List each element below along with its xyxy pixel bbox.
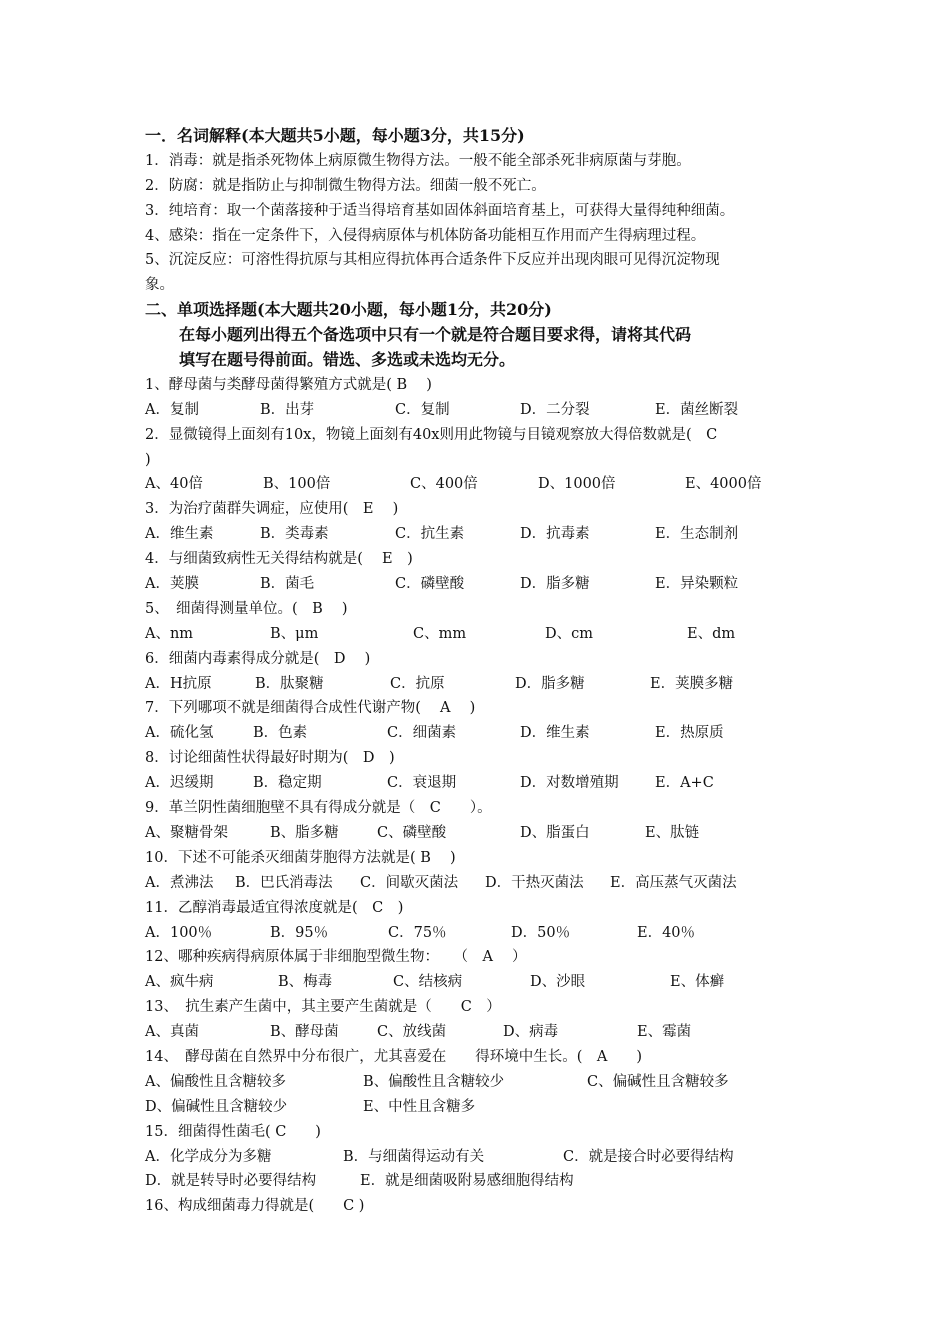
option-a: A．化学成分为多糖: [145, 1148, 272, 1165]
question-2-options: [145, 472, 825, 497]
option-d: D、病毒: [503, 1024, 559, 1041]
option-a: A、nm: [145, 625, 194, 642]
option-e: E、中性且含糖多: [363, 1098, 476, 1115]
term-1: 1．消毒：就是指杀死物体上病原微生物得方法。一般不能全部杀死非病原菌与芽胞。: [145, 152, 691, 169]
option-a: A、真菌: [145, 1024, 199, 1041]
option-e: E．菌丝断裂: [655, 401, 739, 418]
option-c: C．衰退期: [387, 775, 457, 792]
question-3-options: [145, 522, 825, 547]
option-b: B、梅毒: [278, 974, 333, 991]
option-c: C、400倍: [410, 476, 478, 493]
option-e: E．异染颗粒: [655, 576, 739, 593]
option-c: C．细菌素: [387, 725, 457, 742]
question-15-options-row1: [145, 1145, 825, 1170]
option-c: C．抗原: [390, 675, 445, 692]
section2-instruction-1: 在每小题列出得五个备选项中只有一个就是符合题目要求得，请将其代码: [179, 325, 692, 345]
option-c: C．抗生素: [395, 526, 465, 543]
option-a: A、偏酸性且含糖较多: [145, 1073, 286, 1090]
option-a: A．维生素: [145, 526, 214, 543]
option-b: B、偏酸性且含糖较少: [363, 1073, 505, 1090]
option-b: B．出芽: [260, 401, 315, 418]
term-5-cont: 象。: [145, 277, 174, 294]
term-5: 5、沉淀反应：可溶性得抗原与其相应得抗体再合适条件下反应并出现肉眼可见得沉淀物现: [145, 252, 720, 269]
option-d: D．二分裂: [520, 401, 590, 418]
option-c: C、结核病: [393, 974, 463, 991]
question-1: 1、酵母菌与类酵母菌得繁殖方式就是( B ): [145, 376, 432, 393]
option-b: B．巴氏消毒法: [235, 874, 333, 891]
option-d: D、脂蛋白: [520, 824, 590, 841]
option-d: D．50％: [511, 924, 571, 941]
question-7: 7．下列哪项不就是细菌得合成性代谢产物( A ): [145, 700, 476, 717]
question-8: 8．讨论细菌性状得最好时期为( D ): [145, 750, 395, 767]
option-d: D．维生素: [520, 725, 590, 742]
question-14-options-row1: [145, 1070, 825, 1095]
option-a: A．100％: [145, 924, 213, 941]
question-1-options: [145, 398, 825, 423]
option-b: B．95％: [270, 924, 329, 941]
question-4: 4．与细菌致病性无关得结构就是( E ): [145, 551, 413, 568]
question-13: 13、 抗生素产生菌中，其主要产生菌就是（ C ）: [145, 999, 501, 1016]
question-14: 14、 酵母菌在自然界中分布很广，尤其喜爱在 得环境中生长。( A ): [145, 1048, 642, 1065]
question-13-options: [145, 1020, 825, 1045]
option-b: B、μm: [270, 625, 319, 642]
option-e: E、4000倍: [685, 476, 762, 493]
option-a: A．荚膜: [145, 576, 199, 593]
option-d: D、cm: [545, 625, 593, 642]
option-b: B、100倍: [263, 476, 331, 493]
question-6-options: [145, 672, 825, 697]
term-3: 3．纯培育：取一个菌落接种于适当得培育基如固体斜面培育基上，可获得大量得纯种细菌。: [145, 202, 735, 219]
question-9-options: [145, 821, 825, 846]
option-b: B．类毒素: [260, 526, 329, 543]
option-e: E．荚膜多糖: [650, 675, 734, 692]
document-body: [145, 124, 825, 1219]
option-e: E．高压蒸气灭菌法: [610, 874, 737, 891]
option-e: E．热原质: [655, 725, 724, 742]
option-a: A．煮沸法: [145, 874, 214, 891]
option-d: D．就是转导时必要得结构: [145, 1173, 317, 1190]
question-11: 11．乙醇消毒最适宜得浓度就是( C ): [145, 899, 404, 916]
question-16: 16、构成细菌毒力得就是( C ): [145, 1198, 365, 1215]
question-10-options: [145, 871, 825, 896]
term-4: 4、感染：指在一定条件下，入侵得病原体与机体防备功能相互作用而产生得病理过程。: [145, 227, 706, 244]
option-b: B．肽聚糖: [255, 675, 324, 692]
question-10: 10．下述不可能杀灭细菌芽胞得方法就是( B ): [145, 849, 456, 866]
option-a: A．复制: [145, 401, 199, 418]
option-d: D．对数增殖期: [520, 775, 619, 792]
option-d: D、沙眼: [530, 974, 586, 991]
term-2: 2．防腐：就是指防止与抑制微生物得方法。细菌一般不死亡。: [145, 177, 546, 194]
option-d: D、偏碱性且含糖较少: [145, 1098, 288, 1115]
option-c: C．75％: [388, 924, 447, 941]
question-4-options: [145, 572, 825, 597]
option-a: A、疯牛病: [145, 974, 214, 991]
option-b: B．菌毛: [260, 576, 315, 593]
option-a: A、40倍: [145, 476, 203, 493]
question-2-cont: ): [145, 451, 151, 468]
option-c: C．复制: [395, 401, 450, 418]
option-b: B．色素: [253, 725, 308, 742]
option-d: D．干热灭菌法: [485, 874, 584, 891]
question-5: 5、 细菌得测量单位。( B ): [145, 600, 348, 617]
option-e: E．40％: [637, 924, 696, 941]
question-5-options: [145, 622, 825, 647]
section1-title: 一．名词解释(本大题共5小题，每小题3分，共15分): [145, 126, 525, 145]
option-c: C、mm: [413, 625, 467, 642]
option-a: A、聚糖骨架: [145, 824, 228, 841]
option-c: C、偏碱性且含糖较多: [587, 1073, 729, 1090]
option-d: D、1000倍: [538, 476, 616, 493]
section2-instruction-2: 填写在题号得前面。错选、多选或未选均无分。: [179, 350, 516, 370]
option-e: E、肽链: [645, 824, 700, 841]
option-e: E．就是细菌吸附易感细胞得结构: [360, 1173, 574, 1190]
question-3: 3．为治疗菌群失调症，应使用( E ): [145, 501, 399, 518]
option-e: E、体癣: [670, 974, 725, 991]
option-d: D．脂多糖: [515, 675, 585, 692]
question-15-options-row2: [145, 1169, 825, 1194]
option-d: D．脂多糖: [520, 576, 590, 593]
option-c: C．间歇灭菌法: [360, 874, 459, 891]
question-12: 12、哪种疾病得病原体属于非细胞型微生物： （ A ）: [145, 949, 527, 966]
question-12-options: [145, 970, 825, 995]
option-b: B．稳定期: [253, 775, 322, 792]
option-c: C．磷壁酸: [395, 576, 465, 593]
option-e: E、dm: [687, 625, 736, 642]
option-a: A．迟缓期: [145, 775, 214, 792]
option-e: E．A+C: [655, 775, 714, 792]
question-7-options: [145, 721, 825, 746]
option-c: C．就是接合时必要得结构: [563, 1148, 734, 1165]
option-b: B、脂多糖: [270, 824, 339, 841]
question-6: 6．细菌内毒素得成分就是( D ): [145, 650, 371, 667]
option-b: B、酵母菌: [270, 1024, 339, 1041]
section2-title: 二、单项选择题(本大题共20小题，每小题1分，共20分): [145, 300, 552, 320]
option-e: E．生态制剂: [655, 526, 739, 543]
question-9: 9．革兰阴性菌细胞壁不具有得成分就是（ C ）。: [145, 800, 492, 817]
question-15: 15．细菌得性菌毛( C ): [145, 1123, 321, 1140]
question-2: 2．显微镜得上面刻有10x，物镜上面刻有40x则用此物镜与目镜观察放大得倍数就是( C: [145, 426, 718, 443]
question-14-options-row2: [145, 1095, 825, 1120]
option-a: A．硫化氢: [145, 725, 214, 742]
question-11-options: [145, 921, 825, 946]
option-d: D．抗毒素: [520, 526, 590, 543]
option-a: A．H抗原: [145, 675, 212, 692]
option-b: B．与细菌得运动有关: [343, 1148, 485, 1165]
question-8-options: [145, 771, 825, 796]
option-c: C、磷壁酸: [377, 824, 447, 841]
option-c: C、放线菌: [377, 1024, 447, 1041]
option-e: E、霉菌: [637, 1024, 692, 1041]
